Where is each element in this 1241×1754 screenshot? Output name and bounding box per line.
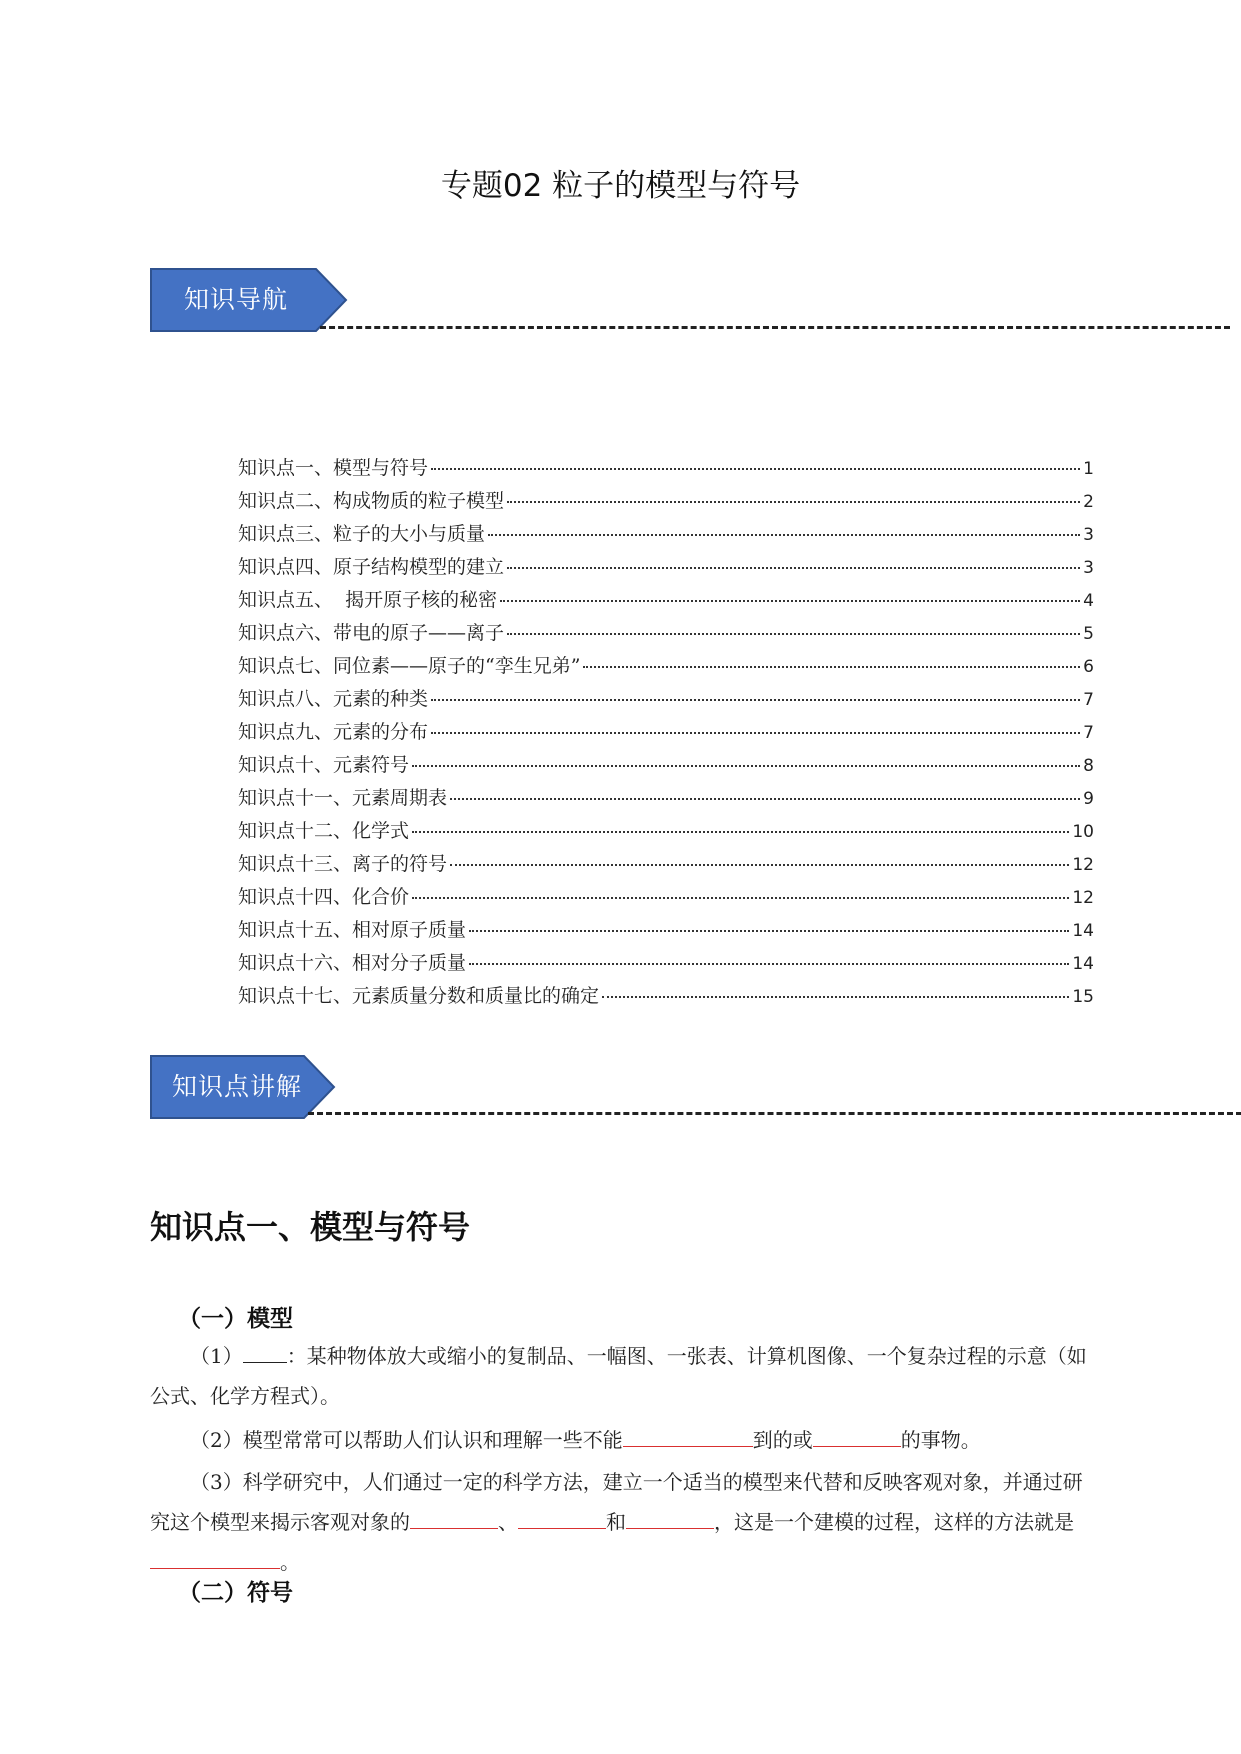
toc-entry[interactable]: [238, 882, 1094, 915]
toc-entry[interactable]: [238, 552, 1094, 585]
toc-entry-title: 知识点五、 揭开原子核的秘密: [238, 589, 498, 611]
toc-entry[interactable]: [238, 717, 1094, 750]
toc-entry-page: 1: [1083, 459, 1094, 479]
toc-dot-leader: [412, 831, 1069, 833]
toc-entry[interactable]: [238, 915, 1094, 948]
toc-dot-leader: [469, 963, 1069, 965]
fill-blank[interactable]: [243, 1340, 287, 1363]
fill-blank[interactable]: [623, 1424, 753, 1447]
paragraph-1-prefix: （1）: [190, 1344, 243, 1368]
paragraph-2-text-b: 到的或: [752, 1428, 813, 1452]
toc-entry-title: 知识点十三、离子的符号: [238, 853, 448, 875]
nav-banner: [150, 268, 1150, 332]
toc-entry-page: 9: [1083, 789, 1094, 809]
toc-entry-title: 知识点九、元素的分布: [238, 721, 429, 743]
toc-entry-page: 12: [1072, 855, 1094, 875]
toc-entry[interactable]: [238, 618, 1094, 651]
toc-entry-page: 4: [1083, 591, 1094, 611]
fill-blank[interactable]: [150, 1546, 280, 1569]
toc-dot-leader: [431, 732, 1080, 734]
fill-blank[interactable]: [410, 1506, 498, 1529]
paragraph-3-text-a: （3）科学研究中，人们通过一定的科学方法，建立一个适当的模型来代替和反映客观对象，并通过研究这个模型来揭示客观对象的: [150, 1470, 1083, 1534]
toc-entry[interactable]: [238, 519, 1094, 552]
paragraph-3: [150, 1462, 1092, 1582]
document-title: 专题02 粒子的模型与符号: [440, 168, 801, 204]
toc-dot-leader: [602, 996, 1069, 998]
toc-entry[interactable]: [238, 981, 1094, 1014]
toc-entry-title: 知识点六、带电的原子——离子: [238, 622, 505, 644]
toc-entry-title: 知识点二、构成物质的粒子模型: [238, 490, 505, 512]
toc-entry[interactable]: [238, 684, 1094, 717]
paragraph-3-text-e: 。: [280, 1550, 300, 1574]
toc-entry-page: 3: [1083, 558, 1094, 578]
explain-banner-rule: [308, 1112, 1241, 1115]
fill-blank[interactable]: [626, 1506, 714, 1529]
toc-entry-title: 知识点十五、相对原子质量: [238, 919, 467, 941]
toc-entry-title: 知识点十一、元素周期表: [238, 787, 448, 809]
toc-entry-page: 2: [1083, 492, 1094, 512]
nav-banner-label: 知识导航: [184, 285, 289, 314]
paragraph-1: [150, 1336, 1092, 1416]
table-of-contents: [238, 453, 1094, 1014]
toc-entry-title: 知识点七、同位素——原子的“孪生兄弟”: [238, 655, 581, 677]
toc-entry-page: 3: [1083, 525, 1094, 545]
explain-banner: [150, 1055, 1150, 1119]
paragraph-3-text-d: ，这是一个建模的过程，这样的方法就是: [714, 1510, 1074, 1534]
toc-entry-page: 7: [1083, 723, 1094, 743]
toc-entry[interactable]: [238, 453, 1094, 486]
toc-entry[interactable]: [238, 750, 1094, 783]
toc-entry-title: 知识点三、粒子的大小与质量: [238, 523, 486, 545]
toc-entry[interactable]: [238, 486, 1094, 519]
toc-dot-leader: [450, 798, 1080, 800]
toc-entry[interactable]: [238, 948, 1094, 981]
toc-dot-leader: [450, 864, 1069, 866]
toc-entry-page: 5: [1083, 624, 1094, 644]
toc-entry[interactable]: [238, 816, 1094, 849]
toc-entry-page: 12: [1072, 888, 1094, 908]
toc-entry-page: 14: [1072, 954, 1094, 974]
toc-dot-leader: [507, 633, 1080, 635]
paragraph-2-text-a: （2）模型常常可以帮助人们认识和理解一些不能: [190, 1428, 623, 1452]
toc-entry-title: 知识点一、模型与符号: [238, 457, 429, 479]
toc-dot-leader: [469, 930, 1069, 932]
toc-dot-leader: [412, 765, 1080, 767]
paragraph-1-text: ：某种物体放大或缩小的复制品、一幅图、一张表、计算机图像、一个复杂过程的示意（如公式、化学方程式）。: [150, 1344, 1087, 1408]
toc-entry[interactable]: [238, 849, 1094, 882]
toc-entry-title: 知识点十四、化合价: [238, 886, 410, 908]
fill-blank[interactable]: [518, 1506, 606, 1529]
toc-entry-title: 知识点八、元素的种类: [238, 688, 429, 710]
toc-entry-page: 7: [1083, 690, 1094, 710]
toc-entry-title: 知识点四、原子结构模型的建立: [238, 556, 505, 578]
toc-entry-title: 知识点十六、相对分子质量: [238, 952, 467, 974]
toc-entry-title: 知识点十二、化学式: [238, 820, 410, 842]
toc-dot-leader: [583, 666, 1080, 668]
toc-entry-title: 知识点十七、元素质量分数和质量比的确定: [238, 985, 600, 1007]
subheading-symbol: （二）符号: [178, 1580, 293, 1606]
section-heading: 知识点一、模型与符号: [150, 1208, 471, 1246]
toc-dot-leader: [431, 699, 1080, 701]
toc-entry-page: 10: [1072, 822, 1094, 842]
toc-dot-leader: [431, 468, 1080, 470]
toc-entry-title: 知识点十、元素符号: [238, 754, 410, 776]
toc-dot-leader: [500, 600, 1080, 602]
toc-dot-leader: [507, 501, 1080, 503]
toc-dot-leader: [488, 534, 1080, 536]
toc-entry-page: 15: [1072, 987, 1094, 1007]
paragraph-2-text-c: 的事物。: [900, 1428, 981, 1452]
toc-entry-page: 14: [1072, 921, 1094, 941]
toc-dot-leader: [412, 897, 1069, 899]
paragraph-3-text-c: 和: [606, 1510, 626, 1534]
toc-entry-page: 8: [1083, 756, 1094, 776]
toc-entry-page: 6: [1083, 657, 1094, 677]
toc-entry[interactable]: [238, 651, 1094, 684]
nav-banner-rule: [320, 326, 1230, 329]
explain-banner-label: 知识点讲解: [172, 1072, 303, 1101]
fill-blank[interactable]: [813, 1424, 901, 1447]
subheading-model: （一）模型: [178, 1306, 293, 1332]
toc-entry[interactable]: [238, 783, 1094, 816]
paragraph-3-text-b: 、: [498, 1510, 518, 1534]
toc-dot-leader: [507, 567, 1080, 569]
toc-entry[interactable]: [238, 585, 1094, 618]
paragraph-2: [150, 1420, 1092, 1460]
